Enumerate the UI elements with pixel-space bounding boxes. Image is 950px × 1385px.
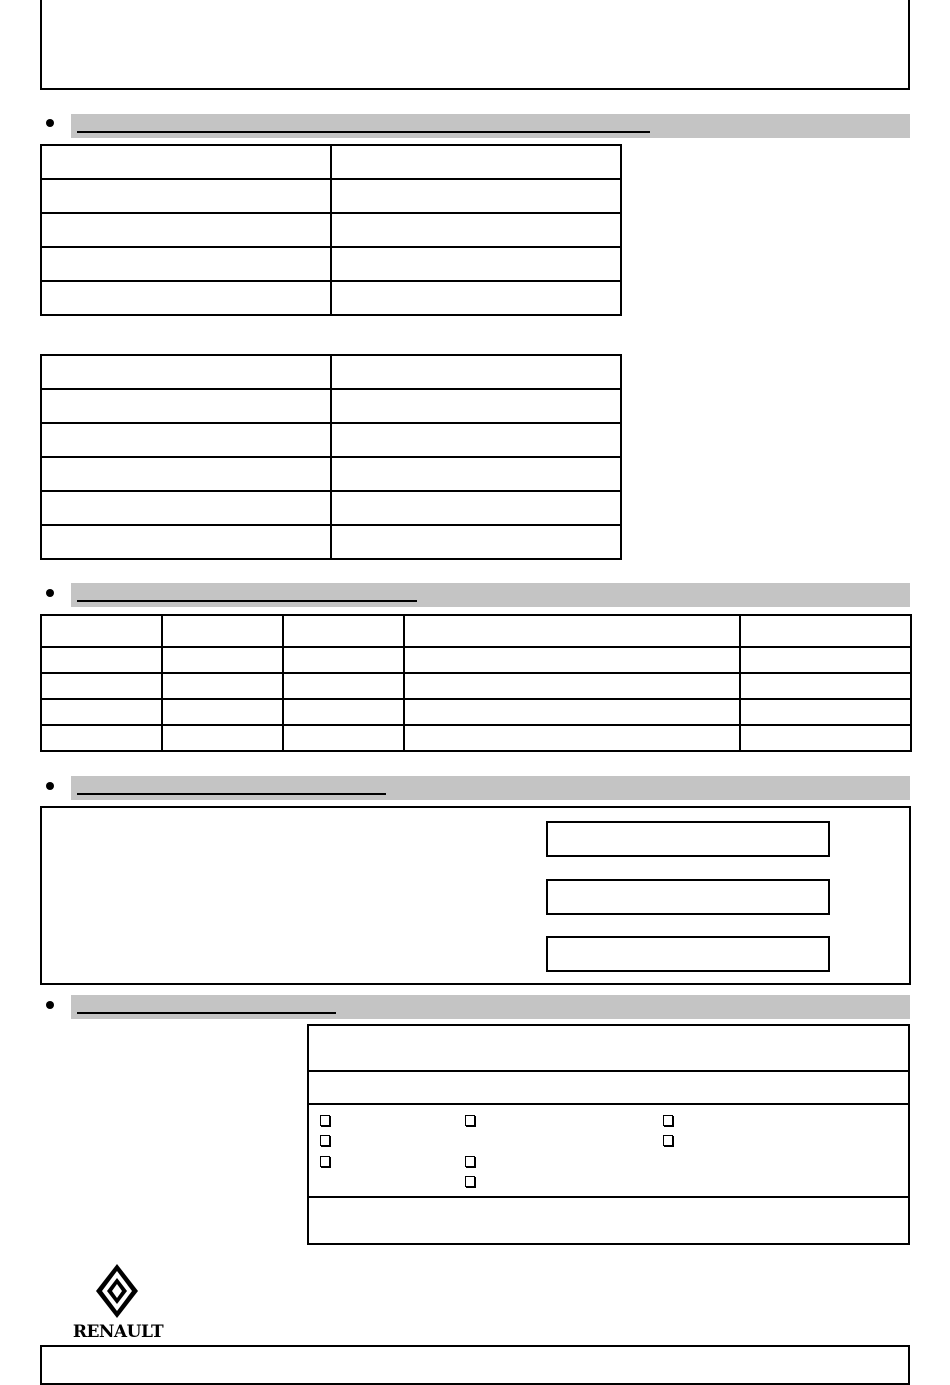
field-box-2[interactable]: [546, 879, 830, 915]
table-cell: [162, 699, 283, 725]
options-divider-2: [307, 1103, 910, 1105]
checkbox-icon[interactable]: [320, 1115, 330, 1126]
table-cell: [740, 725, 911, 751]
table-cell: [331, 213, 621, 247]
table-cell: [162, 647, 283, 673]
table-header-cell: [41, 615, 162, 647]
table-cell: [404, 647, 740, 673]
table-header-cell: [283, 615, 404, 647]
table-header-cell: [404, 615, 740, 647]
table-cell: [41, 355, 331, 389]
table-cell: [331, 389, 621, 423]
checkbox-icon[interactable]: [320, 1156, 330, 1167]
info-table-2: [40, 354, 622, 560]
checkbox-icon[interactable]: [320, 1135, 330, 1146]
table-cell: [404, 699, 740, 725]
table-cell: [331, 491, 621, 525]
checkbox-icon[interactable]: [465, 1156, 475, 1167]
table-cell: [331, 525, 621, 559]
table-cell: [41, 179, 331, 213]
table-header-cell: [740, 615, 911, 647]
section-1-header: [71, 114, 910, 138]
table-cell: [41, 281, 331, 315]
table-cell: [404, 725, 740, 751]
table-header-cell: [162, 615, 283, 647]
table-cell: [740, 673, 911, 699]
table-cell: [41, 213, 331, 247]
section-3-header: [71, 776, 910, 800]
table-cell: [41, 457, 331, 491]
field-box-1[interactable]: [546, 821, 830, 857]
table-cell: [162, 673, 283, 699]
field-box-3[interactable]: [546, 936, 830, 972]
bullet-icon: [46, 782, 54, 790]
table-cell: [331, 281, 621, 315]
section-4-title-line: [77, 1012, 336, 1014]
checkbox-icon[interactable]: [663, 1135, 673, 1146]
table-cell: [41, 423, 331, 457]
table-cell: [162, 725, 283, 751]
table-cell: [41, 389, 331, 423]
section-4-header: [71, 995, 910, 1019]
checkbox-icon[interactable]: [465, 1115, 475, 1126]
checkbox-icon[interactable]: [663, 1115, 673, 1126]
table-cell: [41, 525, 331, 559]
table-cell: [331, 355, 621, 389]
table-cell: [283, 699, 404, 725]
table-cell: [283, 673, 404, 699]
table-cell: [41, 247, 331, 281]
top-info-box: [40, 0, 910, 90]
section-2-header: [71, 583, 910, 607]
table-cell: [41, 647, 162, 673]
table-cell: [41, 673, 162, 699]
table-cell: [331, 423, 621, 457]
parts-table: [40, 614, 912, 752]
footer-box: [40, 1345, 910, 1385]
table-cell: [331, 145, 621, 179]
table-cell: [331, 179, 621, 213]
options-divider-3: [307, 1196, 910, 1198]
renault-diamond-icon: [94, 1262, 140, 1320]
table-cell: [283, 647, 404, 673]
bullet-icon: [46, 1001, 54, 1009]
table-cell: [331, 457, 621, 491]
brand-name: RENAULT: [72, 1322, 164, 1342]
section-1-title-line: [77, 131, 650, 133]
section-3-title-line: [77, 793, 386, 795]
checkbox-icon[interactable]: [465, 1176, 475, 1187]
table-cell: [41, 699, 162, 725]
section-2-title-line: [77, 600, 417, 602]
table-cell: [331, 247, 621, 281]
table-cell: [740, 647, 911, 673]
table-cell: [283, 725, 404, 751]
table-cell: [41, 491, 331, 525]
info-table-1: [40, 144, 622, 316]
bullet-icon: [46, 119, 54, 127]
bullet-icon: [46, 589, 54, 597]
options-box: [307, 1024, 910, 1245]
table-cell: [404, 673, 740, 699]
options-divider-1: [307, 1070, 910, 1072]
table-cell: [740, 699, 911, 725]
table-cell: [41, 725, 162, 751]
table-cell: [41, 145, 331, 179]
